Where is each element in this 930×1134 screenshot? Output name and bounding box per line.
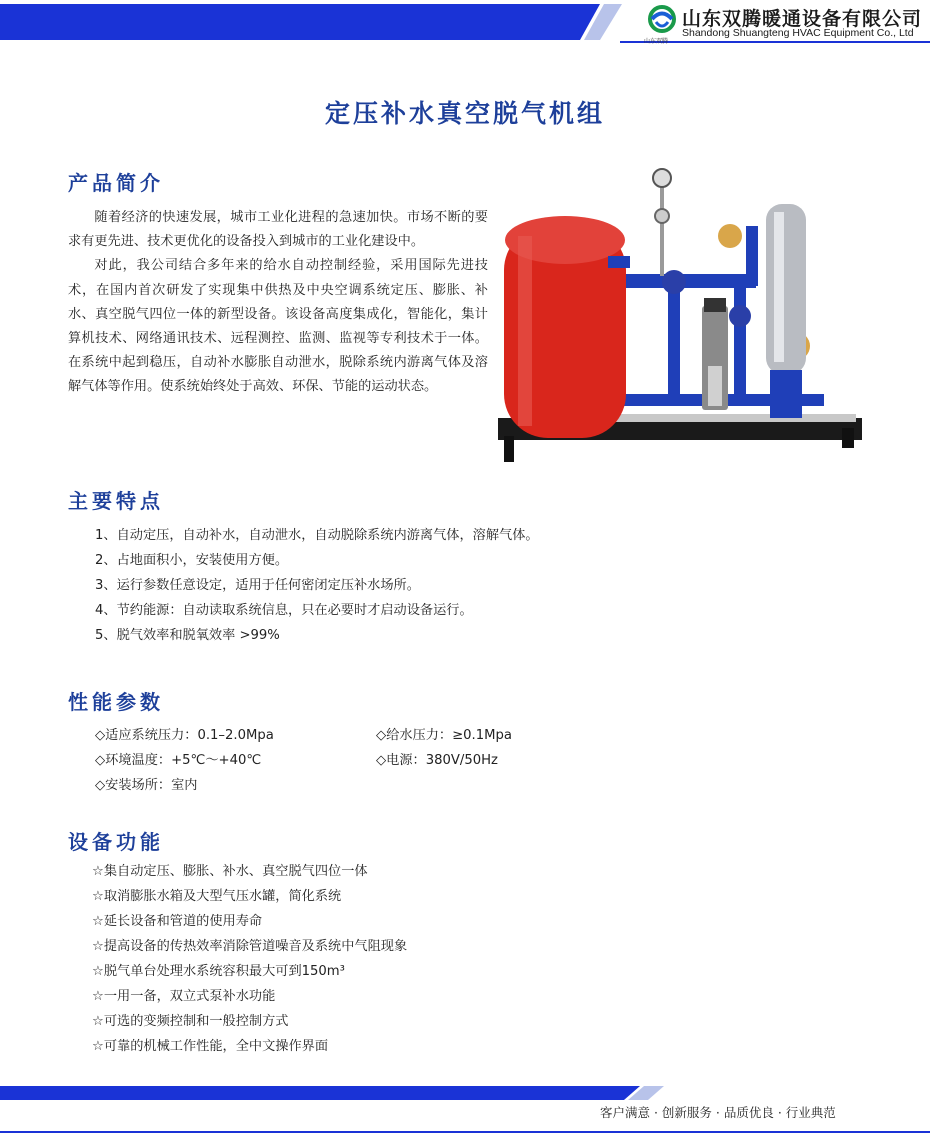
function-item: ☆脱气单台处理水系统容积最大可到150m³ bbox=[92, 964, 345, 979]
section-heading-functions: 设备功能 bbox=[68, 830, 164, 854]
function-item: ☆集自动定压、膨胀、补水、真空脱气四位一体 bbox=[92, 864, 368, 879]
feature-item: 5、脱气效率和脱氧效率 >99% bbox=[95, 628, 280, 643]
spec-item: ◇适应系统压力：0.1–2.0Mpa bbox=[95, 728, 274, 743]
function-item: ☆延长设备和管道的使用寿命 bbox=[92, 914, 263, 929]
company-name-en: Shandong Shuangteng HVAC Equipment Co., Ltd bbox=[682, 27, 914, 39]
function-item: ☆一用一备，双立式泵补水功能 bbox=[92, 989, 276, 1004]
function-item: ☆取消膨胀水箱及大型气压水罐，简化系统 bbox=[92, 889, 342, 904]
intro-paragraph: 对此，我公司结合多年来的给水自动控制经验，采用国际先进技术，在国内首次研发了实现集中供热及中央空调系统定压、膨胀、补水、真空脱气四位一体的新型设备。该设备高度集成化，智能化，集计算机技术、网络通讯技术、远程测控、监测、监视等专利技术于一体。在系统中起到稳压，自动补水膨胀自动泄水，脱除系统内游离气体及溶解气体等作用。使系统始终处于高效、环保、节能的运动状态。 bbox=[68, 258, 488, 395]
feature-item: 3、运行参数任意设定，适用于任何密闭定压补水场所。 bbox=[95, 578, 420, 593]
function-item: ☆提高设备的传热效率消除管道噪音及系统中气阻现象 bbox=[92, 939, 408, 954]
spec-item: ◇电源：380V/50Hz bbox=[376, 753, 498, 768]
section-heading-intro: 产品简介 bbox=[68, 171, 164, 195]
function-item: ☆可靠的机械工作性能，全中文操作界面 bbox=[92, 1039, 329, 1054]
company-name-cn: 山东双腾暖通设备有限公司 bbox=[682, 8, 923, 30]
feature-item: 2、占地面积小，安装使用方便。 bbox=[95, 553, 289, 568]
footer-slogan: 客户满意 · 创新服务 · 品质优良 · 行业典范 bbox=[600, 1105, 836, 1120]
spec-item: ◇给水压力：≥0.1Mpa bbox=[376, 728, 512, 743]
function-item: ☆可选的变频控制和一般控制方式 bbox=[92, 1014, 289, 1029]
feature-item: 4、节约能源：自动读取系统信息，只在必要时才启动设备运行。 bbox=[95, 603, 473, 618]
feature-item: 1、自动定压，自动补水，自动泄水，自动脱除系统内游离气体，溶解气体。 bbox=[95, 528, 539, 543]
spec-item: ◇安装场所：室内 bbox=[95, 778, 198, 793]
product-image bbox=[496, 166, 864, 464]
page-title: 定压补水真空脱气机组 bbox=[324, 99, 605, 128]
logo-subtext: 山东双腾 bbox=[644, 38, 669, 45]
section-heading-features: 主要特点 bbox=[68, 489, 164, 513]
intro-text bbox=[68, 206, 488, 400]
section-heading-specs: 性能参数 bbox=[68, 690, 164, 714]
intro-paragraph: 随着经济的快速发展，城市工业化进程的急速加快。市场不断的要求有更先进、技术更优化的设备投入到城市的工业化建设中。 bbox=[68, 210, 488, 250]
logo-icon bbox=[646, 4, 678, 38]
spec-item: ◇环境温度：+5℃～+40℃ bbox=[95, 753, 262, 768]
